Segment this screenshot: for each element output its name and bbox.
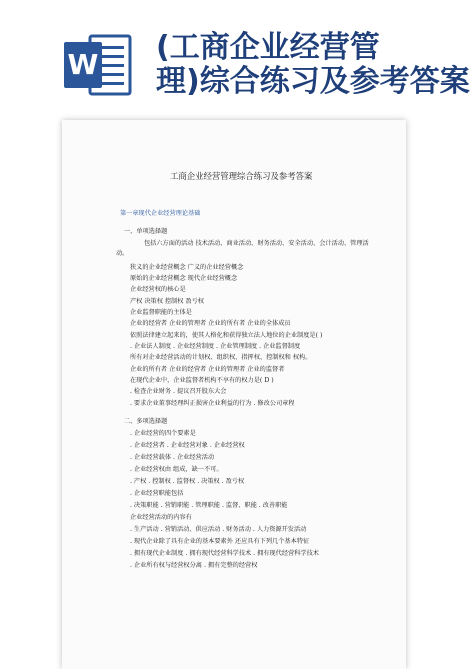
- text-line: . 企业所有权与经营权分离 . 拥有完整的经营权: [130, 562, 258, 569]
- text-line: . 决策职能 . 营销职能 . 管理职能 . 监督、职能 . 改善职能: [130, 502, 288, 509]
- text-line: . 生产活动 . 营销活动、供应活动 . 财务活动 . 人力资源开发活动: [130, 526, 307, 533]
- text-line: . 拥有现代企业制度 . 拥有现代经营科学技术 . 拥有现代经营科学技术: [130, 550, 319, 557]
- text-line: 动。: [116, 250, 129, 257]
- word-document-icon: [64, 30, 132, 100]
- text-line: 产权 决策权 控制权 盈亏权: [130, 298, 204, 305]
- text-line: . 企业经营的四个要素是: [130, 430, 196, 437]
- text-line: 在现代企业中，企业监督者机构不享有的权力是( D ): [130, 377, 274, 384]
- text-line: 依照法律建立起来的，使其人格化和获得独立法人地位的企业制度是( ): [130, 332, 323, 339]
- text-line: 所有对企业经营活动的计划权、组织权、指挥权、控制权和 权构。: [130, 354, 312, 361]
- document-preview: [62, 120, 406, 669]
- text-line: . 企业经营职能包括: [130, 490, 184, 497]
- word-icon-letter: W: [67, 48, 99, 81]
- text-line: . 产权 . 控制权 . 监督权 . 决策权 . 盈亏权: [130, 478, 245, 485]
- text-line: 企业经营活动的内容有: [130, 514, 192, 521]
- chapter-heading: 第一章现代企业经营理论基础: [120, 210, 201, 217]
- header: [0, 0, 474, 118]
- text-line: . 企业经营者 . 企业经营对象 . 企业经营权: [130, 442, 245, 449]
- page-title-line-2: 理)综合练习及参考答案: [156, 64, 470, 99]
- text-line: . 检查企业财务 . 提议召开股东大会: [130, 388, 227, 395]
- text-line: . 企业经营权由 组成，缺一不可。: [130, 466, 223, 473]
- document-title: 工商企业经营管理综合练习及参考答案: [170, 171, 313, 181]
- section-heading-multiple-choice: 二、多项选择题: [124, 418, 168, 425]
- text-line: . 现代企业除了具有企业的基本要素外 还应具有下列几个基本特征: [130, 538, 310, 545]
- text-line: 狭义的企业经营概念 广义的企业经营概念: [130, 264, 244, 271]
- text-line: 企业监督职能的主体是: [130, 309, 192, 316]
- text-line: 原始的企业经营概念 现代企业经营概念: [130, 275, 238, 282]
- section-heading-single-choice: 一、单项选择题: [124, 228, 168, 235]
- text-line: . 企业法人制度 . 企业经营制度 . 企业管理制度 . 企业监督制度: [130, 343, 301, 350]
- text-line: 企业的所有者 企业的经营者 企业的管理者 企业的监督者: [130, 366, 285, 373]
- page-title-line-1: (工商企业经营管: [156, 30, 380, 65]
- text-line: 企业经营权的核心是: [130, 286, 186, 293]
- text-line: . 要求企业董事经理纠正损害企业利益的行为 . 修改公司章程: [130, 400, 295, 407]
- text-line: . 企业经营载体 . 企业经营活动: [130, 454, 215, 461]
- text-line: 企业的经营者 企业的管理者 企业的所有者 企业的全体成员: [130, 320, 291, 327]
- text-line: 包括六方面的活动 技术活动、商业活动、财务活动、安全活动、会计活动、管理活: [144, 240, 369, 247]
